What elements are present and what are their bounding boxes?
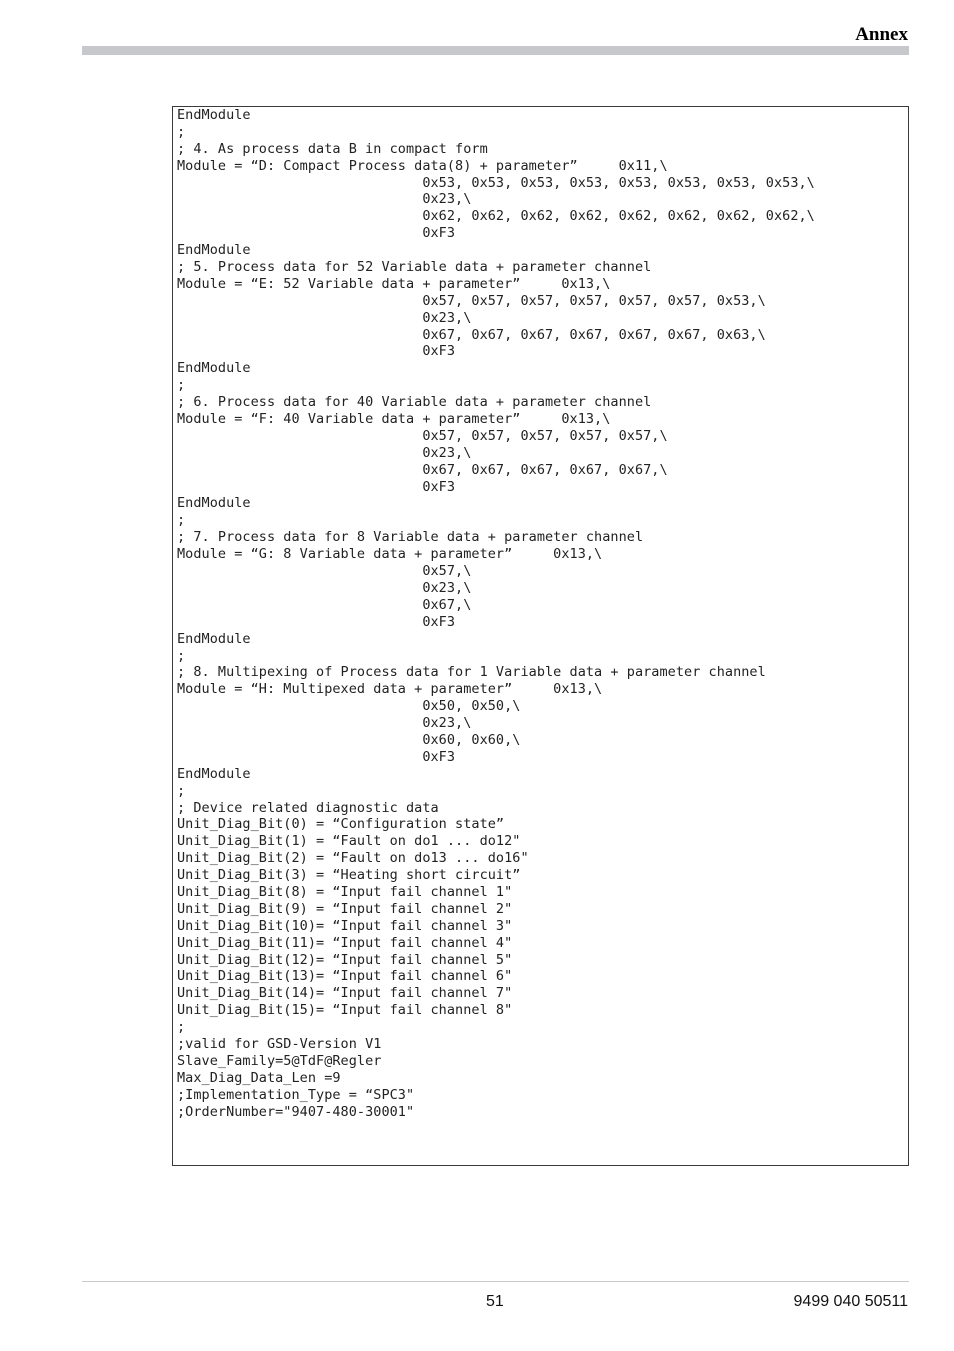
code-line: 0x67, 0x67, 0x67, 0x67, 0x67,\ [177,461,668,478]
code-line: 0x67, 0x67, 0x67, 0x67, 0x67, 0x67, 0x63,\ [177,326,766,343]
code-line: Max_Diag_Data_Len =9 [177,1069,341,1086]
code-line: ; 5. Process data for 52 Variable data + parameter channel [177,259,652,276]
document-number: 9499 040 50511 [793,1293,908,1310]
code-line: EndModule [177,242,251,259]
code-line: Unit_Diag_Bit(10)= “Input fail channel 3" [177,917,513,934]
code-line: ; [177,1019,186,1036]
code-line: 0x23,\ [177,444,472,461]
code-line: Module = “H: Multipexed data + parameter” 0x13,\ [177,681,603,698]
code-line: Module = “G: 8 Variable data + parameter” 0x13,\ [177,546,603,563]
code-line: 0x23,\ [177,309,472,326]
section-title: Annex [855,24,908,45]
code-line: Unit_Diag_Bit(2) = “Fault on do13 ... do16" [177,850,529,867]
code-line: Unit_Diag_Bit(0) = “Configuration state” [177,816,505,833]
code-line: ; [177,647,186,664]
code-line: Unit_Diag_Bit(3) = “Heating short circuit” [177,867,521,884]
code-line: EndModule [177,107,251,123]
code-line: 0xF3 [177,748,456,765]
code-line: ; 4. As process data B in compact form [177,140,488,157]
code-line: 0x67,\ [177,596,472,613]
code-line: 0x50, 0x50,\ [177,698,521,715]
header-bar [82,46,909,55]
code-line: 0x57, 0x57, 0x57, 0x57, 0x57, 0x57, 0x53,\ [177,292,766,309]
code-line: EndModule [177,630,251,647]
code-line: EndModule [177,765,251,782]
code-line: 0x57, 0x57, 0x57, 0x57, 0x57,\ [177,427,668,444]
code-line: 0xF3 [177,343,456,360]
code-line: ; [177,782,186,799]
code-line: EndModule [177,360,251,377]
code-line: Unit_Diag_Bit(1) = “Fault on do1 ... do12" [177,833,521,850]
code-line: Unit_Diag_Bit(15)= “Input fail channel 8" [177,1002,513,1019]
code-line: 0x62, 0x62, 0x62, 0x62, 0x62, 0x62, 0x62, 0x62,\ [177,208,815,225]
code-line: ; Device related diagnostic data [177,799,439,816]
code-line: 0x23,\ [177,191,472,208]
code-line: 0x23,\ [177,715,472,732]
code-line: ; 6. Process data for 40 Variable data + parameter channel [177,394,652,411]
footer-rule [82,1281,909,1282]
code-line: ;OrderNumber="9407-480-30001" [177,1103,415,1120]
code-line: ; 8. Multipexing of Process data for 1 Variable data + parameter channel [177,664,766,681]
code-line: Unit_Diag_Bit(8) = “Input fail channel 1" [177,883,513,900]
code-line: 0xF3 [177,478,456,495]
code-line: ;Implementation_Type = “SPC3" [177,1086,415,1103]
code-line: Unit_Diag_Bit(12)= “Input fail channel 5" [177,951,513,968]
code-line: 0x23,\ [177,579,472,596]
code-line: 0xF3 [177,225,456,242]
code-line: ;valid for GSD-Version V1 [177,1035,382,1052]
code-line: 0x57,\ [177,563,472,580]
code-line: ; 7. Process data for 8 Variable data + parameter channel [177,529,644,546]
code-line: ; [177,512,186,529]
code-line: Unit_Diag_Bit(14)= “Input fail channel 7" [177,985,513,1002]
code-line: 0x53, 0x53, 0x53, 0x53, 0x53, 0x53, 0x53, 0x53,\ [177,174,815,191]
code-line: Module = “E: 52 Variable data + parameter” 0x13,\ [177,275,611,292]
gsd-code-listing [172,106,909,1166]
code-line: 0x60, 0x60,\ [177,731,521,748]
code-lines [177,107,815,1120]
code-line: ; [177,123,186,140]
code-line: Unit_Diag_Bit(9) = “Input fail channel 2" [177,900,513,917]
code-line: Unit_Diag_Bit(13)= “Input fail channel 6" [177,968,513,985]
page-number: 51 [486,1293,504,1310]
code-line: 0xF3 [177,613,456,630]
code-line: Module = “F: 40 Variable data + parameter” 0x13,\ [177,411,611,428]
code-line: Module = “D: Compact Process data(8) + parameter” 0x11,\ [177,157,668,174]
code-line: ; [177,377,186,394]
code-line: Unit_Diag_Bit(11)= “Input fail channel 4" [177,934,513,951]
code-line: EndModule [177,495,251,512]
code-line: Slave_Family=5@TdF@Regler [177,1052,382,1069]
